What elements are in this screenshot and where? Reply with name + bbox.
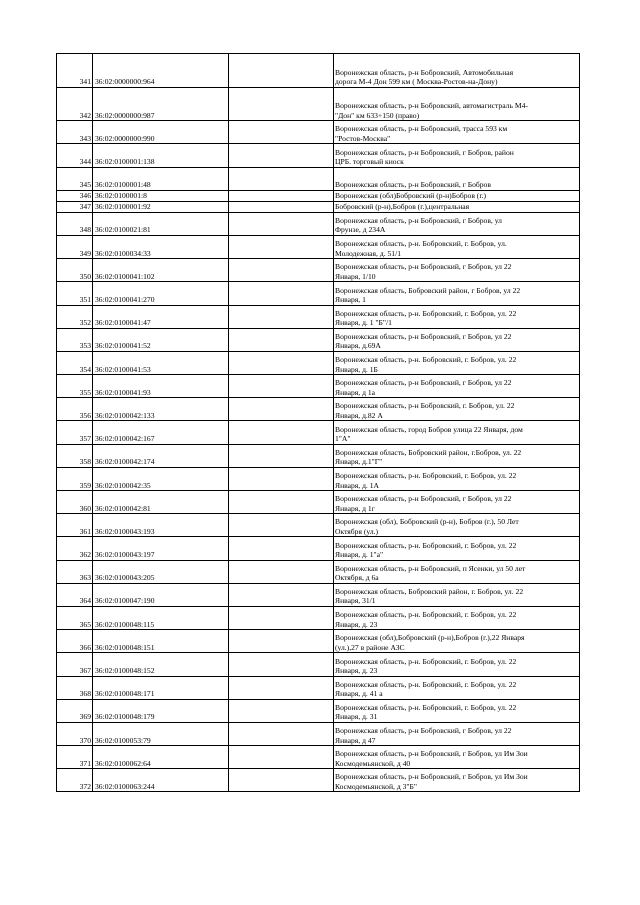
empty-cell xyxy=(229,444,334,467)
table-row xyxy=(57,351,580,374)
row-number: 344 xyxy=(57,144,93,167)
row-number: 363 xyxy=(57,560,93,583)
address-line: Воронежская область, р-н Бобровский, г. Бобров, ул. 22 xyxy=(335,401,515,411)
table-row xyxy=(57,560,580,583)
row-number: 365 xyxy=(57,606,93,629)
table-row xyxy=(57,653,580,676)
row-number: 347 xyxy=(57,201,93,212)
empty-cell xyxy=(229,167,334,190)
cadastral-number: 36:02:0100042:174 xyxy=(93,444,229,467)
address-cell xyxy=(334,421,580,444)
address-line: Октября (ул.) xyxy=(335,526,379,536)
address-line: Воронежская область, р-н Бобровский, г Бобров, ул xyxy=(335,215,502,225)
cadastral-number: 36:02:0100001:8 xyxy=(93,190,229,201)
empty-cell xyxy=(229,212,334,235)
parcel-table xyxy=(56,53,580,792)
row-number: 360 xyxy=(57,491,93,514)
address-cell xyxy=(334,606,580,629)
address-line: Января, 1 xyxy=(335,295,366,305)
cadastral-number: 36:02:0100041:102 xyxy=(93,259,229,282)
address-cell xyxy=(334,121,580,144)
row-number: 355 xyxy=(57,375,93,398)
cadastral-number: 36:02:0100062:64 xyxy=(93,746,229,769)
address-line: Воронежская область, р-н. Бобровский, г. Бобров, ул. 22 xyxy=(335,679,517,689)
cadastral-number: 36:02:0100041:93 xyxy=(93,375,229,398)
address-line: дорога М-4 Дон 599 км ( Москва-Ростов-на-Дону) xyxy=(335,77,498,87)
address-line: Января, д. 1А xyxy=(335,480,380,490)
table-row xyxy=(57,212,580,235)
address-cell xyxy=(334,653,580,676)
row-number: 342 xyxy=(57,87,93,121)
row-number: 362 xyxy=(57,537,93,560)
address-cell xyxy=(334,305,580,328)
row-number: 367 xyxy=(57,653,93,676)
address-cell xyxy=(334,769,580,792)
table-row xyxy=(57,769,580,792)
empty-cell xyxy=(229,722,334,745)
address-cell xyxy=(334,537,580,560)
address-cell xyxy=(334,144,580,167)
address-cell xyxy=(334,560,580,583)
address-cell xyxy=(334,259,580,282)
address-cell xyxy=(334,282,580,305)
address-line: Бобровский (р-н),Бобров (г.),центральная xyxy=(335,202,470,212)
empty-cell xyxy=(229,746,334,769)
address-line: Космодемьянской, д 40 xyxy=(335,758,411,768)
address-line: Января, д. 1 "Б"/1 xyxy=(335,318,392,328)
address-line: Космодемьянской, д 3"Б" xyxy=(335,781,417,791)
table-row xyxy=(57,121,580,144)
row-number: 343 xyxy=(57,121,93,144)
table-row xyxy=(57,167,580,190)
table-row xyxy=(57,606,580,629)
cadastral-number: 36:02:0100042:133 xyxy=(93,398,229,421)
empty-cell xyxy=(229,583,334,606)
address-line: Воронежская область, р-н Бобровский, г Бобров, ул Им Зои xyxy=(335,749,528,759)
address-cell xyxy=(334,444,580,467)
address-line: Молодежная, д. 51/1 xyxy=(335,248,401,258)
address-line: "Дон" км 633+150 (право) xyxy=(335,110,420,120)
cadastral-number: 36:02:0100041:52 xyxy=(93,328,229,351)
cadastral-number: 36:02:0100048:179 xyxy=(93,699,229,722)
address-line: Воронежская область, р-н. Бобровский, г. Бобров, ул. 22 xyxy=(335,471,517,481)
address-line: Воронежская область, р-н. Бобровский, г. Бобров, ул. 22 xyxy=(335,610,517,620)
empty-cell xyxy=(229,769,334,792)
address-line: Воронежская область, р-н Бобровский, трасса 593 км xyxy=(335,124,508,134)
address-line: Воронежская область, р-н. Бобровский, г. Бобров, ул. 22 xyxy=(335,355,517,365)
empty-cell xyxy=(229,398,334,421)
address-line: Воронежская область, р-н Бобровский, Автомобильная xyxy=(335,67,514,77)
empty-cell xyxy=(229,87,334,121)
row-number: 370 xyxy=(57,722,93,745)
cadastral-number: 36:02:0100048:152 xyxy=(93,653,229,676)
cadastral-number: 36:02:0100042:35 xyxy=(93,467,229,490)
empty-cell xyxy=(229,514,334,537)
address-line: "Ростов-Москва" xyxy=(335,133,391,143)
empty-cell xyxy=(229,54,334,88)
row-number: 358 xyxy=(57,444,93,467)
empty-cell xyxy=(229,305,334,328)
address-line: Воронежская область, р-н. Бобровский, г. Бобров, ул. 22 xyxy=(335,702,517,712)
address-line: Воронежская область, р-н Бобровский, г Бобров, ул 22 xyxy=(335,262,512,272)
table-row xyxy=(57,583,580,606)
row-number: 349 xyxy=(57,235,93,258)
empty-cell xyxy=(229,467,334,490)
empty-cell xyxy=(229,351,334,374)
address-line: Воронежская область, р-н Бобровский, автомагистраль М4- xyxy=(335,101,528,111)
row-number: 346 xyxy=(57,190,93,201)
table-row xyxy=(57,421,580,444)
row-number: 352 xyxy=(57,305,93,328)
address-line: Января, д. 23 xyxy=(335,619,378,629)
empty-cell xyxy=(229,375,334,398)
table-row xyxy=(57,676,580,699)
cadastral-number: 36:02:0100048:115 xyxy=(93,606,229,629)
row-number: 372 xyxy=(57,769,93,792)
address-line: 1"А" xyxy=(335,434,351,444)
address-line: Воронежская область, р-н. Бобровский, г. Бобров, ул. 22 xyxy=(335,540,517,550)
cadastral-number: 36:02:0100042:167 xyxy=(93,421,229,444)
address-line: Января, 1/10 xyxy=(335,271,376,281)
address-line: Января, д.82 А xyxy=(335,410,383,420)
table-row xyxy=(57,235,580,258)
address-cell xyxy=(334,583,580,606)
table-row xyxy=(57,282,580,305)
cadastral-number: 36:02:0100053:79 xyxy=(93,722,229,745)
cadastral-number: 36:02:0100047:190 xyxy=(93,583,229,606)
cadastral-number: 36:02:0100041:53 xyxy=(93,351,229,374)
row-number: 359 xyxy=(57,467,93,490)
address-cell xyxy=(334,398,580,421)
row-number: 354 xyxy=(57,351,93,374)
cadastral-number: 36:02:0100041:270 xyxy=(93,282,229,305)
row-number: 345 xyxy=(57,167,93,190)
address-line: Воронежская область, Бобровский район, г Бобров, ул 22 xyxy=(335,285,521,295)
address-cell xyxy=(334,676,580,699)
address-line: Января, д. 23 xyxy=(335,666,378,676)
address-cell xyxy=(334,699,580,722)
table-row xyxy=(57,305,580,328)
cadastral-number: 36:02:0100021:81 xyxy=(93,212,229,235)
address-cell xyxy=(334,212,580,235)
address-line: Воронежская область, р-н Бобровский, г Бобров xyxy=(335,180,491,190)
table-row xyxy=(57,514,580,537)
cadastral-number: 36:02:0100048:171 xyxy=(93,676,229,699)
cadastral-number: 36:02:0100043:205 xyxy=(93,560,229,583)
empty-cell xyxy=(229,201,334,212)
empty-cell xyxy=(229,491,334,514)
address-line: Января, д. 1Б xyxy=(335,364,378,374)
cadastral-number: 36:02:0100001:48 xyxy=(93,167,229,190)
address-line: Воронежская область, р-н Бобровский, г Бобров, ул 22 xyxy=(335,726,512,736)
table-row xyxy=(57,467,580,490)
address-line: Января, д. 1"а" xyxy=(335,550,384,560)
table-row xyxy=(57,144,580,167)
row-number: 357 xyxy=(57,421,93,444)
empty-cell xyxy=(229,560,334,583)
table-row xyxy=(57,87,580,121)
address-line: Января, д.69А xyxy=(335,341,381,351)
cadastral-number: 36:02:0100001:92 xyxy=(93,201,229,212)
table-row xyxy=(57,190,580,201)
table-row xyxy=(57,722,580,745)
address-line: Воронежская область, р-н Бобровский, г Бобров, ул 22 xyxy=(335,331,512,341)
cadastral-number: 36:02:0100048:151 xyxy=(93,630,229,653)
address-cell xyxy=(334,375,580,398)
row-number: 350 xyxy=(57,259,93,282)
cadastral-number: 36:02:0100043:193 xyxy=(93,514,229,537)
table-row xyxy=(57,201,580,212)
table-row xyxy=(57,491,580,514)
address-cell xyxy=(334,514,580,537)
empty-cell xyxy=(229,699,334,722)
address-line: Воронежская область, р-н. Бобровский, г. Бобров, ул. 22 xyxy=(335,308,517,318)
empty-cell xyxy=(229,282,334,305)
empty-cell xyxy=(229,190,334,201)
address-line: Января, д 47 xyxy=(335,735,376,745)
empty-cell xyxy=(229,235,334,258)
empty-cell xyxy=(229,537,334,560)
address-line: Января, 31/1 xyxy=(335,596,376,606)
address-line: Воронежская область, р-н. Бобровский, г. Бобров, ул. xyxy=(335,239,507,249)
empty-cell xyxy=(229,606,334,629)
address-cell xyxy=(334,235,580,258)
address-line: Воронежская область, город Бобров улица 22 Января, дом xyxy=(335,424,523,434)
empty-cell xyxy=(229,421,334,444)
address-line: Воронежская область, р-н Бобровский, г Бобров, ул Им Зои xyxy=(335,772,528,782)
address-line: Воронежская область, Бобровский район, г. Бобров, ул. 22 xyxy=(335,586,524,596)
address-line: Воронежская (обл),Бобровский (р-н),Бобров (г.),22 Января xyxy=(335,633,525,643)
row-number: 356 xyxy=(57,398,93,421)
cadastral-number: 36:02:0100043:197 xyxy=(93,537,229,560)
table-row xyxy=(57,699,580,722)
empty-cell xyxy=(229,259,334,282)
empty-cell xyxy=(229,676,334,699)
table-row xyxy=(57,375,580,398)
empty-cell xyxy=(229,328,334,351)
cadastral-number: 36:02:0100063:244 xyxy=(93,769,229,792)
parcel-table-body xyxy=(57,54,580,792)
cadastral-number: 36:02:0100041:47 xyxy=(93,305,229,328)
address-cell xyxy=(334,54,580,88)
address-line: Января, д 1г xyxy=(335,503,375,513)
row-number: 353 xyxy=(57,328,93,351)
address-cell xyxy=(334,491,580,514)
row-number: 348 xyxy=(57,212,93,235)
cadastral-number: 36:02:0100001:138 xyxy=(93,144,229,167)
cadastral-number: 36:02:0000000:987 xyxy=(93,87,229,121)
cadastral-number: 36:02:0000000:990 xyxy=(93,121,229,144)
row-number: 351 xyxy=(57,282,93,305)
row-number: 368 xyxy=(57,676,93,699)
address-line: Октября, д 6а xyxy=(335,573,379,583)
address-cell xyxy=(334,746,580,769)
address-cell xyxy=(334,167,580,190)
address-line: Воронежская область, р-н Бобровский, г Бобров, ул 22 xyxy=(335,378,512,388)
address-cell xyxy=(334,630,580,653)
address-line: Воронежская область, р-н. Бобровский, г. Бобров, ул. 22 xyxy=(335,656,517,666)
address-cell xyxy=(334,87,580,121)
empty-cell xyxy=(229,653,334,676)
address-line: Воронежская (обл), Бобровский (р-н), Бобров (г.), 50 Лет xyxy=(335,517,519,527)
address-cell xyxy=(334,190,580,201)
address-cell xyxy=(334,201,580,212)
row-number: 369 xyxy=(57,699,93,722)
address-line: Воронежская область, Бобровский район, г.Бобров, ул. 22 xyxy=(335,447,522,457)
empty-cell xyxy=(229,121,334,144)
address-cell xyxy=(334,467,580,490)
table-row xyxy=(57,444,580,467)
table-row xyxy=(57,54,580,88)
address-line: (ул.),27 в районе АЗС xyxy=(335,642,405,652)
address-line: Воронежская область, р-н Бобровский, г Бобров, район xyxy=(335,147,514,157)
row-number: 361 xyxy=(57,514,93,537)
address-line: Января, д. 41 а xyxy=(335,689,383,699)
address-line: Января, д 1а xyxy=(335,387,376,397)
row-number: 341 xyxy=(57,54,93,88)
address-line: ЦРБ. торговый киоск xyxy=(335,157,404,167)
cadastral-number: 36:02:0000000:964 xyxy=(93,54,229,88)
row-number: 366 xyxy=(57,630,93,653)
address-line: Воронежская область, р-н Бобровский, г Бобров, ул 22 xyxy=(335,494,512,504)
address-line: Воронежская область, р-н Бобровский, п Ясенки, ул 50 лет xyxy=(335,563,526,573)
row-number: 371 xyxy=(57,746,93,769)
table-row xyxy=(57,398,580,421)
table-row xyxy=(57,328,580,351)
row-number: 364 xyxy=(57,583,93,606)
address-cell xyxy=(334,351,580,374)
table-row xyxy=(57,746,580,769)
empty-cell xyxy=(229,630,334,653)
address-cell xyxy=(334,722,580,745)
address-cell xyxy=(334,328,580,351)
address-line: Фрунзе, д 234А xyxy=(335,225,386,235)
cadastral-number: 36:02:0100042:81 xyxy=(93,491,229,514)
table-row xyxy=(57,630,580,653)
table-row xyxy=(57,259,580,282)
address-line: Января, д. 31 xyxy=(335,712,378,722)
table-row xyxy=(57,537,580,560)
address-line: Января, д.1"Г" xyxy=(335,457,383,467)
cadastral-number: 36:02:0100034:33 xyxy=(93,235,229,258)
empty-cell xyxy=(229,144,334,167)
address-line: Воронежская (обл)Бобровский (р-н)Бобров (г.) xyxy=(335,191,487,201)
